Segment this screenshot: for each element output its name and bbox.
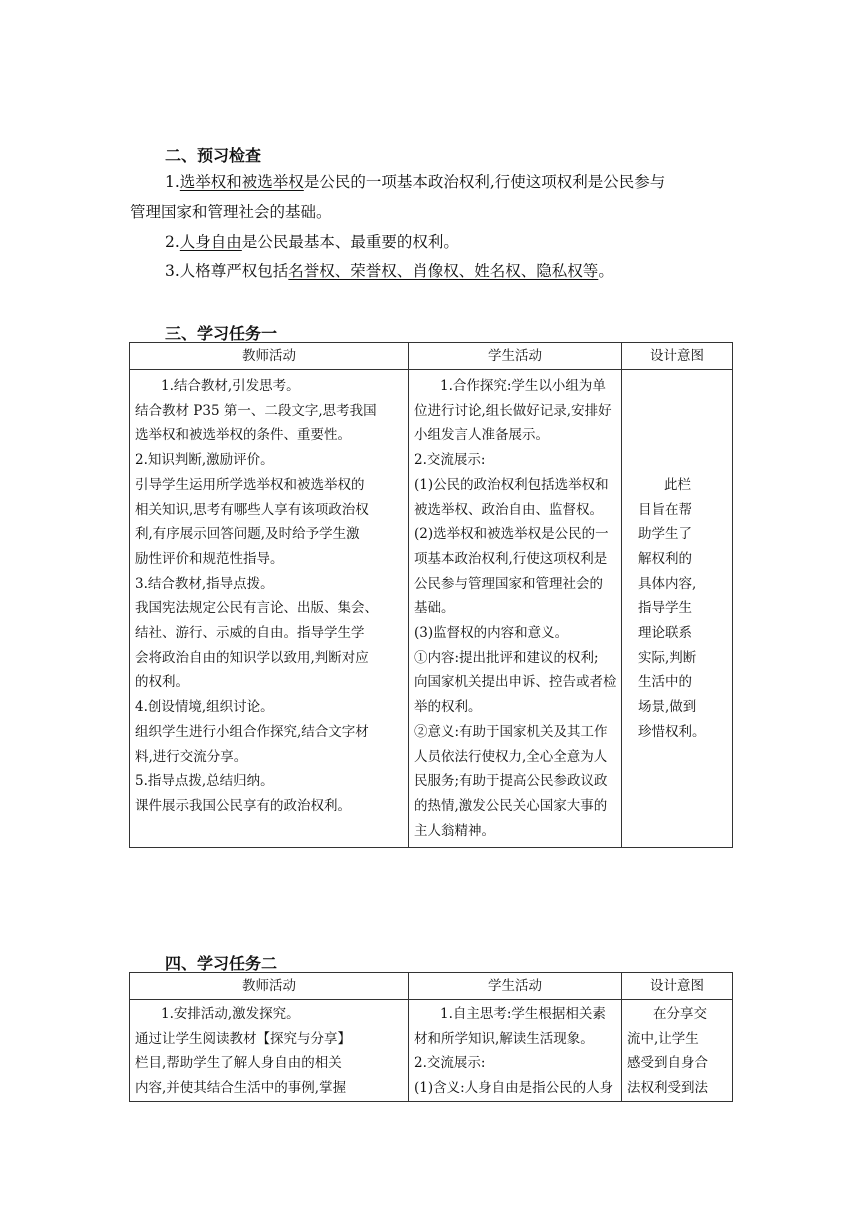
task2-teacher-line: 1.安排活动,激发探究。 <box>161 1006 300 1022</box>
task1-student-line: ②意义:有助于国家机关及其工作 <box>414 723 608 740</box>
task1-student-line: 公民参与管理国家和管理社会的 <box>414 575 603 592</box>
task2-student-line: (1)含义:人身自由是指公民的人身 <box>414 1080 614 1097</box>
task2-header-teacher: 教师活动 <box>130 973 409 1000</box>
section4-heading: 四、学习任务二 <box>165 954 278 973</box>
task1-teacher-line: 3.结合教材,指导点拨。 <box>135 575 274 592</box>
task1-student-line: 民服务;有助于提高公民参政议政 <box>414 773 608 790</box>
task1-teacher-line: 结社、游行、示威的自由。指导学生学 <box>135 625 365 642</box>
task1-design-line: 理论联系 <box>638 625 692 642</box>
task1-teacher-line: 1.结合教材,引发思考。 <box>161 378 300 394</box>
task2-design-line: 法权利受到法 <box>627 1080 708 1097</box>
task2-teacher-line: 栏目,帮助学生了解人身自由的相关 <box>135 1055 342 1072</box>
task1-teacher-line: 相关知识,思考有哪些人享有该项政治权 <box>135 501 369 518</box>
section3-heading: 三、学习任务一 <box>165 324 278 343</box>
preview-item-2-prefix: 2. <box>165 233 180 251</box>
preview-item-3-prefix: 3.人格尊严权包括 <box>165 262 289 280</box>
preview-item-2-text: 是公民最基本、最重要的权利。 <box>241 233 459 251</box>
task1-student-line: 项基本政治权利,行使这项权利是 <box>414 550 608 567</box>
task1-design-line: 目旨在帮 <box>638 501 692 518</box>
task1-design-cell <box>622 370 733 848</box>
preview-item-1-underlined: 选举权和被选举权 <box>179 173 304 191</box>
preview-item-2-underlined: 人身自由 <box>179 233 242 251</box>
task1-student-line: 的热情,激发公民关心国家大事的 <box>414 797 608 814</box>
task2-table <box>129 972 733 1102</box>
task1-design-line: 生活中的 <box>638 674 692 691</box>
preview-item-2 <box>165 232 459 252</box>
task2-design-line: 流中,让学生 <box>627 1030 699 1047</box>
task1-student-line: (1)公民的政治权利包括选举权和 <box>414 476 609 493</box>
task1-table <box>129 342 733 848</box>
task1-teacher-line: 引导学生运用所学选举权和被选举权的 <box>135 476 365 493</box>
task1-teacher-line: 4.创设情境,组织讨论。 <box>135 699 274 716</box>
task2-teacher-line: 内容,并使其结合生活中的事例,掌握 <box>135 1080 347 1097</box>
preview-item-1-text: 是公民的一项基本政治权利,行使这项权利是公民参与 <box>303 173 666 191</box>
task1-teacher-line: 利,有序展示回答问题,及时给予学生激 <box>135 526 360 543</box>
task1-header-design: 设计意图 <box>622 343 733 370</box>
preview-item-3 <box>165 261 614 281</box>
preview-item-3-end: 。 <box>598 262 614 280</box>
task1-student-cell <box>409 370 622 848</box>
task1-student-line: 举的权利。 <box>414 699 482 716</box>
task1-teacher-line: 励性评价和规范性指导。 <box>135 550 284 567</box>
task1-design-line: 指导学生 <box>638 600 692 617</box>
task1-teacher-line: 2.知识判断,激励评价。 <box>135 452 274 469</box>
task1-header-row <box>130 343 733 370</box>
task1-design-line: 解权利的 <box>638 550 692 567</box>
task1-design-line: 珍惜权利。 <box>638 723 706 740</box>
section2-heading: 二、预习检查 <box>165 146 262 165</box>
preview-item-1 <box>165 172 665 192</box>
task2-teacher-line: 通过让学生阅读教材【探究与分享】 <box>135 1030 351 1047</box>
task2-student-line: 2.交流展示: <box>414 1055 486 1072</box>
task2-student-line: 材和所学知识,解读生活现象。 <box>414 1030 594 1047</box>
preview-item-3-underlined: 名誉权、荣誉权、肖像权、姓名权、隐私权等 <box>288 262 599 280</box>
task1-student-line: 2.交流展示: <box>414 452 486 469</box>
task1-teacher-line: 课件展示我国公民享有的政治权利。 <box>135 797 351 814</box>
task1-student-line: 位进行讨论,组长做好记录,安排好 <box>414 402 612 419</box>
task1-teacher-line: 会将政治自由的知识学以致用,判断对应 <box>135 649 369 666</box>
task1-student-line: (3)监督权的内容和意义。 <box>414 625 569 642</box>
task1-teacher-line: 选举权和被选举权的条件、重要性。 <box>135 427 351 444</box>
task1-student-line: 主人翁精神。 <box>414 822 495 839</box>
task1-student-line: ①内容:提出批评和建议的权利; <box>414 649 599 666</box>
task1-student-line: 1.合作探究:学生以小组为单 <box>440 378 606 394</box>
task2-teacher-cell <box>130 1000 409 1102</box>
task1-student-line: 被选举权、政治自由、监督权。 <box>414 501 603 518</box>
task2-design-line: 感受到自身合 <box>627 1055 708 1072</box>
task1-teacher-line: 结合教材 P35 第一、二段文字,思考我国 <box>135 402 377 419</box>
task1-teacher-line: 的权利。 <box>135 674 189 691</box>
task1-student-line: 小组发言人准备展示。 <box>414 427 549 444</box>
task1-header-student: 学生活动 <box>409 343 622 370</box>
task1-design-line: 场景,做到 <box>638 699 697 716</box>
task2-design-line: 在分享交 <box>653 1006 707 1022</box>
task1-design-line: 具体内容, <box>638 575 697 592</box>
task1-student-line: (2)选举权和被选举权是公民的一 <box>414 526 609 543</box>
task1-body-row <box>130 370 733 848</box>
preview-item-1-prefix: 1. <box>165 173 180 191</box>
task1-teacher-line: 5.指导点拨,总结归纳。 <box>135 773 274 790</box>
task2-header-student: 学生活动 <box>409 973 622 1000</box>
task2-design-cell <box>622 1000 733 1102</box>
task1-design-line: 助学生了 <box>638 526 692 543</box>
task1-student-line: 人员依法行使权力,全心全意为人 <box>414 748 608 765</box>
task2-body-row <box>130 1000 733 1102</box>
task1-student-line: 基础。 <box>414 600 455 617</box>
task2-header-row <box>130 973 733 1000</box>
task2-student-line: 1.自主思考:学生根据相关素 <box>440 1006 606 1022</box>
task1-teacher-cell <box>130 370 409 848</box>
task1-teacher-line: 料,进行交流分享。 <box>135 748 248 765</box>
task2-student-cell <box>409 1000 622 1102</box>
preview-item-1-line2: 管理国家和管理社会的基础。 <box>130 203 332 221</box>
task2-header-design: 设计意图 <box>622 973 733 1000</box>
task1-student-line: 向国家机关提出申诉、控告或者检 <box>414 674 616 691</box>
task1-teacher-line: 我国宪法规定公民有言论、出版、集会、 <box>135 600 378 617</box>
task1-teacher-line: 组织学生进行小组合作探究,结合文字材 <box>135 723 369 740</box>
task1-design-line: 实际,判断 <box>638 649 697 666</box>
task1-header-teacher: 教师活动 <box>130 343 409 370</box>
task1-design-line: 此栏 <box>664 476 691 493</box>
